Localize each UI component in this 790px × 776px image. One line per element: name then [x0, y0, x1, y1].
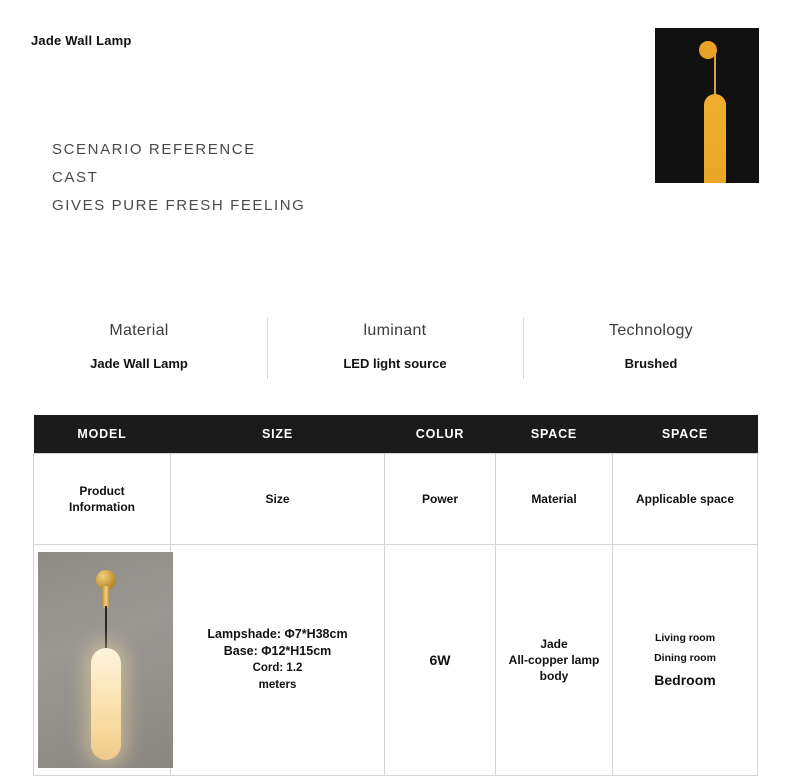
- table-row: [34, 545, 758, 776]
- cell-size-values: [171, 545, 385, 776]
- table-header-row: [34, 415, 758, 454]
- spec-value-luminant: LED light source: [343, 356, 447, 371]
- product-information-line-2: Information: [69, 500, 135, 514]
- cell-power-value: [385, 545, 496, 776]
- size-cord-unit: meters: [258, 679, 297, 691]
- power-value: 6W: [429, 652, 451, 668]
- lamp-cord-icon: [105, 606, 107, 650]
- size-cord: Cord: 1.2: [252, 662, 303, 674]
- table-header-colur: COLUR: [385, 415, 496, 454]
- size-base: Base: Φ12*H15cm: [223, 644, 332, 658]
- spec-head-luminant: luminant: [363, 322, 427, 339]
- lamp-tube-icon: [704, 94, 726, 183]
- cell-applicable-space-values: [613, 545, 758, 776]
- cell-product-photo: [34, 545, 171, 776]
- lamp-stem-icon: [102, 586, 110, 608]
- material-line-1: Jade: [540, 637, 568, 651]
- cell-material-label: Material: [496, 454, 613, 545]
- size-lampshade: Lampshade: Φ7*H38cm: [207, 627, 348, 641]
- table-header-space-2: SPACE: [613, 415, 758, 454]
- spec-column-luminant: [267, 318, 523, 379]
- cell-product-information: [34, 454, 171, 545]
- spec-head-material: Material: [109, 322, 169, 339]
- product-photo: [38, 552, 173, 768]
- cell-power-label: Power: [385, 454, 496, 545]
- tagline-line-1: SCENARIO REFERENCE: [52, 141, 256, 158]
- table-header-model: MODEL: [34, 415, 171, 454]
- spec-column-material: [12, 318, 267, 379]
- space-bedroom: Bedroom: [654, 672, 716, 688]
- cell-size-label: Size: [171, 454, 385, 545]
- tagline-line-2: CAST: [52, 169, 99, 186]
- table-row: [34, 454, 758, 545]
- page-title: Jade Wall Lamp: [31, 33, 132, 48]
- space-dining-room: Dining room: [654, 652, 716, 664]
- specification-table: [33, 415, 758, 776]
- lamp-shade-icon: [91, 648, 121, 760]
- material-line-3: body: [539, 669, 569, 683]
- spec-value-material: Jade Wall Lamp: [90, 356, 188, 371]
- lamp-cord-icon: [714, 54, 716, 98]
- tagline-block: [52, 136, 472, 220]
- material-line-2: All-copper lamp: [508, 653, 600, 667]
- cell-material-values: [496, 545, 613, 776]
- spec-column-technology: [523, 318, 779, 379]
- spec-head-technology: Technology: [609, 322, 693, 339]
- specs-strip: [0, 318, 790, 379]
- table-header-size: SIZE: [171, 415, 385, 454]
- product-thumbnail: [655, 28, 759, 183]
- product-information-line-1: Product: [79, 484, 125, 498]
- tagline-line-3: GIVES PURE FRESH FEELING: [52, 197, 306, 214]
- cell-applicable-space-label: Applicable space: [613, 454, 758, 545]
- table-header-space-1: SPACE: [496, 415, 613, 454]
- space-living-room: Living room: [654, 632, 716, 644]
- spec-value-technology: Brushed: [624, 356, 678, 371]
